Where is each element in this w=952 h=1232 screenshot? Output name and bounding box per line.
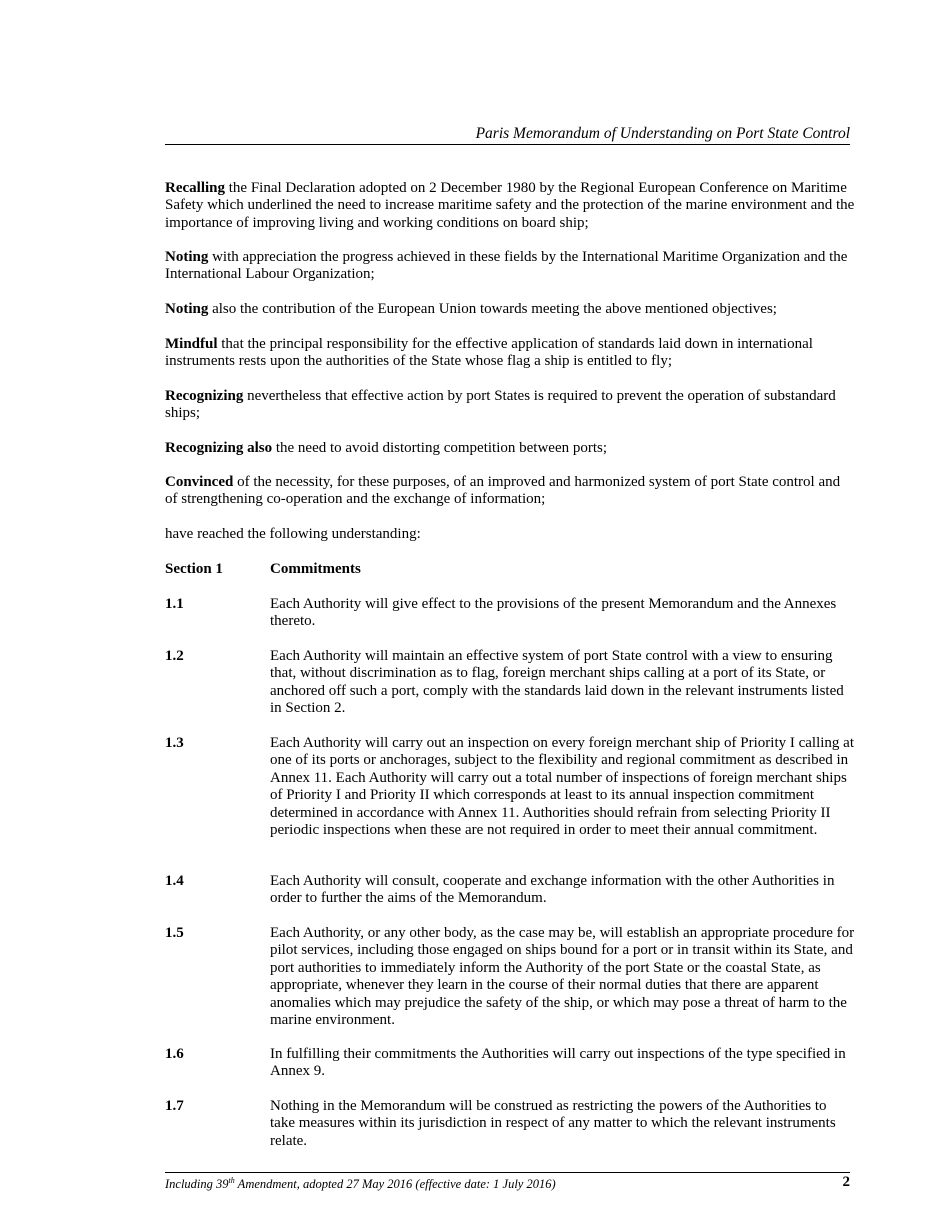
amendment-note-post: Amendment, adopted 27 May 2016 (effective date: 1 July 2016) bbox=[234, 1177, 556, 1192]
clause-text: In fulfilling their commitments the Authorities will carry out inspections of the type specified in Annex 9. bbox=[270, 1046, 846, 1080]
preamble-lead: Mindful bbox=[165, 336, 218, 352]
preamble-mindful bbox=[165, 336, 855, 371]
preamble-lead: Noting bbox=[165, 249, 209, 265]
preamble-convinced bbox=[165, 474, 855, 509]
amendment-note bbox=[165, 1176, 556, 1192]
preamble-text: that the principal responsibility for the effective application of standards laid down in international instruments rests upon the authorities of the State whose flag a ship is entitled to fly; bbox=[165, 336, 813, 370]
clause-text: Nothing in the Memorandum will be construed as restricting the powers of the Authorities to take measures within its jurisdiction in respect of any matter to which the relevant instruments relate. bbox=[270, 1098, 836, 1149]
header-title: Paris Memorandum of Understanding on Port State Control bbox=[475, 125, 850, 142]
preamble-lead: Recognizing bbox=[165, 388, 244, 404]
clause-number: 1.5 bbox=[165, 925, 184, 941]
clause-text: Each Authority will give effect to the provisions of the present Memorandum and the Annexes thereto. bbox=[270, 596, 837, 630]
preamble-lead: Noting bbox=[165, 301, 209, 317]
preamble-text: of the necessity, for these purposes, of an improved and harmonized system of port State control and of strengthening co-operation and the exchange of information; bbox=[165, 474, 841, 508]
preamble-lead: Convinced bbox=[165, 474, 234, 490]
preamble-recognizing-also bbox=[165, 440, 855, 457]
clause-number: 1.2 bbox=[165, 648, 184, 664]
preamble-text: also the contribution of the European Union towards meeting the above mentioned objectives; bbox=[208, 301, 777, 317]
preamble-lead: Recalling bbox=[165, 180, 225, 196]
amendment-note-pre: Including 39 bbox=[165, 1177, 229, 1192]
preamble-text: the need to avoid distorting competition between ports; bbox=[272, 440, 608, 456]
page-number: 2 bbox=[842, 1174, 850, 1190]
page-footer bbox=[165, 1172, 850, 1193]
clause-text: Each Authority, or any other body, as the case may be, will establish an appropriate procedure for pilot services, including those engaged on ships bound for a port or in transit within its State, and port authorities to immediately inform the Authority of the port State or the coastal State, as appropriate, whenever they learn in the course of their normal duties that there are apparent anomalies which may prejudice the safety of the ship, or which may pose a threat of harm to the marine environment. bbox=[270, 925, 855, 1029]
preamble-text: with appreciation the progress achieved in these fields by the International Maritime Organization and the International Labour Organization; bbox=[165, 249, 848, 283]
clause-number: 1.3 bbox=[165, 735, 184, 751]
section-number: Section 1 bbox=[165, 561, 223, 577]
preamble-text: nevertheless that effective action by port States is required to prevent the operation of substandard ships; bbox=[165, 388, 836, 422]
clause-number: 1.6 bbox=[165, 1046, 184, 1062]
preamble-noting-2 bbox=[165, 301, 855, 318]
amendment-note-sup: th bbox=[228, 1176, 235, 1185]
section-title: Commitments bbox=[270, 561, 361, 577]
clause-number: 1.7 bbox=[165, 1098, 184, 1114]
preamble-recalling bbox=[165, 180, 855, 232]
preamble-lead: Recognizing also bbox=[165, 440, 273, 456]
page-header bbox=[165, 124, 850, 145]
preamble-recognizing bbox=[165, 388, 855, 423]
clause-number: 1.1 bbox=[165, 596, 184, 612]
clause-text: Each Authority will consult, cooperate and exchange information with the other Authorities in order to further the aims of the Memorandum. bbox=[270, 873, 835, 907]
preamble-text: the Final Declaration adopted on 2 December 1980 by the Regional European Conference on Maritime Safety which underlined the need to increase maritime safety and the protection of the marine environment and the importance of improving living and working conditions on board ship; bbox=[165, 180, 855, 231]
preamble-noting-1 bbox=[165, 249, 855, 284]
clause-text: Each Authority will maintain an effective system of port State control with a view to ensuring that, without discrimination as to flag, foreign merchant ships calling at a port of its State, or anchored off such a port, comply with the standards laid down in the relevant instruments listed in Section 2. bbox=[270, 648, 844, 717]
closing-line: have reached the following understanding: bbox=[165, 526, 421, 542]
clause-text: Each Authority will carry out an inspection on every foreign merchant ship of Priority I calling at one of its ports or anchorages, subject to the flexibility and regional commitment as described in Annex 11. Each Authority will carry out a total number of inspections of foreign merchant ships of Priority I and Priority II which corresponds at least to its annual inspection commitment determined in accordance with Annex 11. Authorities should refrain from selecting Priority II periodic inspections when these are not required in order to meet their annual commitment. bbox=[270, 735, 855, 839]
clause-number: 1.4 bbox=[165, 873, 184, 889]
